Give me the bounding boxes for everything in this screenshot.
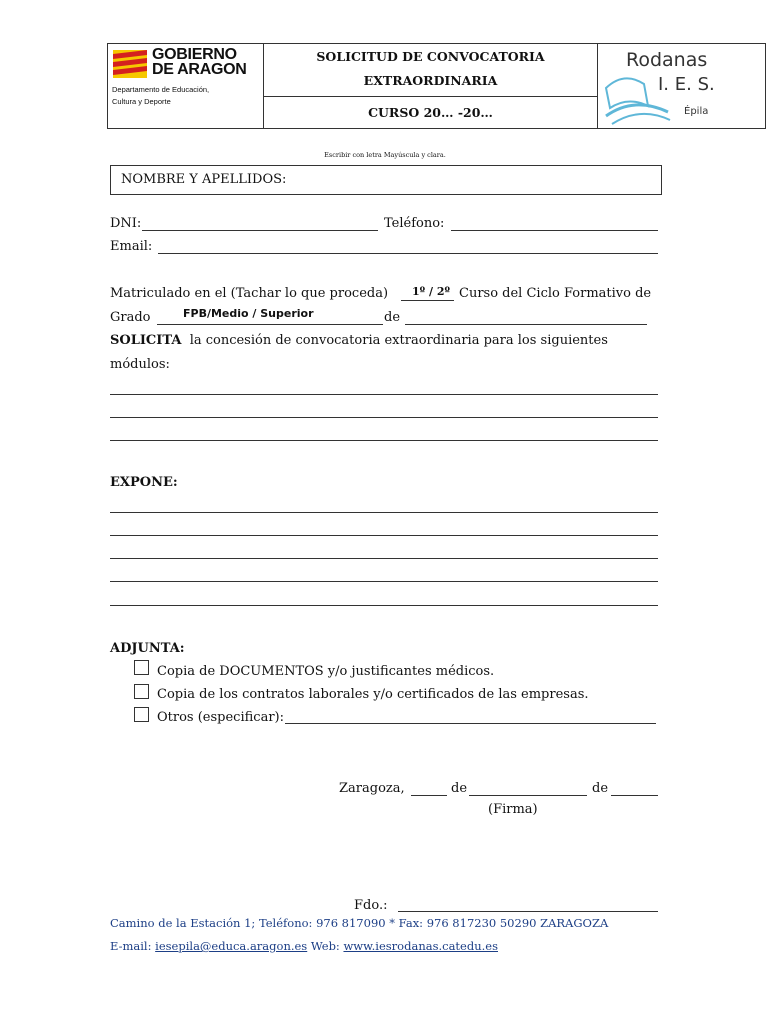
expone-line-1[interactable]	[110, 512, 658, 513]
department-name: Departamento de Educación, Cultura y Deporte	[112, 85, 210, 106]
expone-line-2[interactable]	[110, 535, 658, 536]
grade-options: FPB/Medio / Superior	[183, 307, 314, 320]
footer-contact	[110, 939, 498, 953]
expone-line-5[interactable]	[110, 605, 658, 606]
dni-input-line[interactable]	[142, 230, 378, 231]
modules-line-1[interactable]	[110, 394, 658, 395]
course-year: CURSO 20… -20…	[368, 105, 493, 120]
year-date-input-line[interactable]	[611, 795, 658, 796]
fdo-label: Fdo.:	[354, 898, 388, 913]
name-label: NOMBRE Y APELLIDOS:	[121, 172, 287, 187]
solicita-label: SOLICITA	[110, 333, 182, 348]
phone-input-line[interactable]	[451, 230, 658, 231]
enrolled-prefix: Matriculado en el (Tachar lo que proceda)	[110, 286, 389, 301]
footer-email-link[interactable]: iesepila@educa.aragon.es	[155, 939, 308, 953]
adjunta-label: ADJUNTA:	[110, 641, 185, 656]
expone-line-3[interactable]	[110, 558, 658, 559]
expone-label: EXPONE:	[110, 475, 178, 490]
school-logo-cell	[598, 44, 765, 128]
government-title: GOBIERNO DE ARAGON	[152, 46, 247, 78]
email-input-line[interactable]	[158, 253, 658, 254]
grade-input-line[interactable]	[157, 324, 383, 325]
other-specify-line[interactable]	[285, 723, 656, 724]
year-input-line[interactable]	[401, 300, 454, 301]
footer-web-link[interactable]: www.iesrodanas.catedu.es	[343, 939, 498, 953]
footer-web-label: Web:	[310, 939, 340, 953]
adjunta-item-medical: Copia de DOCUMENTOS y/o justificantes médicos.	[157, 664, 495, 679]
year-options: 1º / 2º	[412, 285, 450, 298]
title-cell	[264, 44, 598, 128]
checkbox-other[interactable]	[134, 707, 149, 722]
title-divider	[264, 96, 597, 97]
solicita-block	[110, 333, 608, 348]
solicita-text: la concesión de convocatoria extraordinaria para los siguientes	[189, 333, 608, 348]
phone-label: Teléfono:	[384, 216, 445, 231]
modules-label: módulos:	[110, 357, 170, 372]
aragon-flag-icon	[113, 50, 147, 78]
checkbox-work-contracts[interactable]	[134, 684, 149, 699]
adjunta-item-contracts: Copia de los contratos laborales y/o certificados de las empresas.	[157, 687, 589, 702]
header-table	[107, 43, 766, 129]
adjunta-item-other: Otros (especificar):	[157, 710, 284, 725]
dni-label: DNI:	[110, 216, 142, 231]
modules-line-3[interactable]	[110, 440, 658, 441]
modules-line-2[interactable]	[110, 417, 658, 418]
place-label: Zaragoza,	[339, 781, 405, 796]
signature-name-line[interactable]	[398, 911, 658, 912]
footer-email-label: E-mail:	[110, 939, 152, 953]
enrolled-suffix: Curso del Ciclo Formativo de	[459, 286, 652, 301]
firma-label: (Firma)	[488, 802, 538, 817]
school-name: Rodanas	[626, 49, 708, 71]
form-title-line1: SOLICITUD DE CONVOCATORIA	[316, 49, 545, 64]
date-de-2: de	[592, 781, 609, 796]
grade-label: Grado	[110, 310, 151, 325]
day-input-line[interactable]	[411, 795, 447, 796]
school-type: I. E. S.	[658, 74, 715, 95]
expone-line-4[interactable]	[110, 581, 658, 582]
checkbox-medical-docs[interactable]	[134, 660, 149, 675]
footer-address: Camino de la Estación 1; Teléfono: 976 817090 * Fax: 976 817230 50290 ZARAGOZA	[110, 916, 609, 930]
month-input-line[interactable]	[469, 795, 587, 796]
date-de-1: de	[451, 781, 468, 796]
government-logo-cell	[108, 44, 264, 128]
instruction-note: Escribir con letra Mayúscula y clara.	[324, 151, 446, 159]
email-label: Email:	[110, 239, 153, 254]
school-town: Épila	[684, 106, 709, 117]
form-title-line2: EXTRAORDINARIA	[363, 73, 498, 88]
of-label: de	[384, 310, 401, 325]
cycle-name-input-line[interactable]	[405, 324, 647, 325]
name-field[interactable]	[110, 165, 662, 195]
